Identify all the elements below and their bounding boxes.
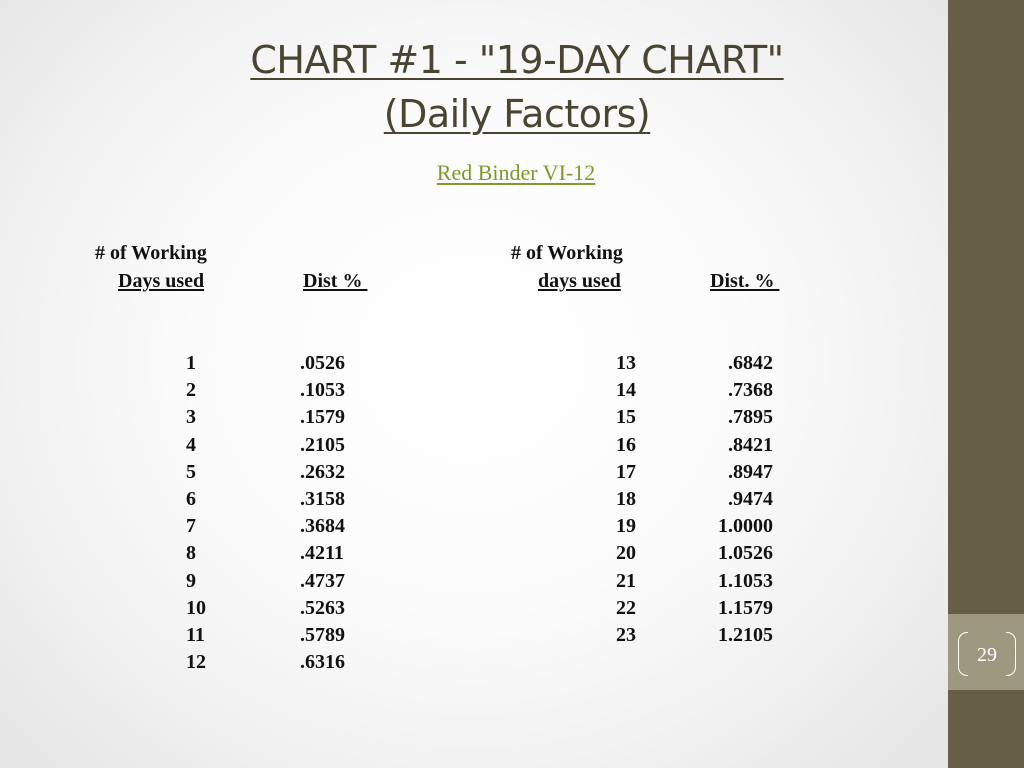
left-header-dist: Dist % bbox=[303, 270, 368, 292]
table-cell-days: 2 bbox=[186, 379, 196, 402]
left-header-days-used: Days used bbox=[118, 270, 205, 292]
right-header-working: # of Working bbox=[511, 242, 623, 264]
table-cell-dist: .2632 bbox=[300, 460, 345, 483]
page-number: 29 bbox=[977, 644, 997, 666]
table-cell-dist: .3684 bbox=[300, 515, 345, 538]
table-cell-days: 18 bbox=[616, 488, 636, 510]
table-cell-days: 4 bbox=[186, 433, 196, 456]
table-cell-dist: 1.0000 bbox=[718, 515, 773, 538]
table-cell-dist: .7368 bbox=[728, 379, 773, 402]
table-cell-days: 22 bbox=[616, 596, 636, 619]
table-cell-days: 7 bbox=[186, 515, 196, 538]
table-cell-dist: .4737 bbox=[300, 569, 345, 592]
slide-title-line2: (Daily Factors) bbox=[383, 92, 651, 136]
table-cell-days: 9 bbox=[186, 569, 196, 592]
right-header-days-used: days used bbox=[538, 270, 621, 292]
table-cell-dist: .3158 bbox=[300, 488, 345, 510]
table-cell-days: 1 bbox=[186, 352, 196, 374]
table-cell-dist: .4211 bbox=[300, 542, 344, 565]
table-cell-days: 17 bbox=[616, 460, 636, 483]
table-cell-days: 14 bbox=[616, 379, 636, 402]
table-cell-days: 12 bbox=[186, 651, 206, 674]
table-cell-dist: .2105 bbox=[300, 433, 345, 456]
table-cell-days: 15 bbox=[616, 406, 636, 429]
table-cell-dist: .1579 bbox=[300, 406, 345, 429]
table-cell-dist: 1.1579 bbox=[718, 596, 773, 619]
table-cell-dist: 1.1053 bbox=[718, 569, 773, 592]
table-cell-days: 21 bbox=[616, 569, 636, 592]
table-cell-days: 6 bbox=[186, 488, 196, 510]
table-cell-dist: .0526 bbox=[300, 352, 345, 374]
left-bracket-icon bbox=[958, 632, 968, 676]
table-cell-days: 10 bbox=[186, 596, 206, 619]
table-cell-dist: 1.2105 bbox=[718, 624, 773, 646]
table-cell-dist: .8947 bbox=[728, 460, 773, 483]
right-header-dist: Dist. % bbox=[710, 270, 780, 292]
table-cell-dist: .5789 bbox=[300, 624, 345, 646]
table-cell-dist: .7895 bbox=[728, 406, 773, 429]
table-cell-days: 20 bbox=[616, 542, 636, 565]
right-bracket-icon bbox=[1006, 632, 1016, 676]
table-cell-dist: .9474 bbox=[728, 488, 773, 510]
table-cell-days: 11 bbox=[186, 624, 205, 646]
table-cell-days: 16 bbox=[616, 433, 636, 456]
table-cell-days: 19 bbox=[616, 515, 636, 538]
table-cell-days: 5 bbox=[186, 460, 196, 483]
table-cell-days: 13 bbox=[616, 352, 636, 374]
slide-title-line1: CHART #1 - "19-DAY CHART" bbox=[250, 38, 784, 82]
table-cell-dist: .6316 bbox=[300, 651, 345, 674]
table-cell-days: 3 bbox=[186, 406, 196, 429]
left-header-working: # of Working bbox=[95, 242, 207, 264]
table-cell-dist: .6842 bbox=[728, 352, 773, 374]
table-cell-days: 8 bbox=[186, 542, 196, 565]
table-cell-dist: 1.0526 bbox=[718, 542, 773, 565]
red-binder-link[interactable]: Red Binder VI-12 bbox=[436, 160, 596, 185]
table-cell-dist: .8421 bbox=[728, 433, 773, 456]
table-cell-dist: .5263 bbox=[300, 596, 345, 619]
table-cell-days: 23 bbox=[616, 624, 636, 646]
table-cell-dist: .1053 bbox=[300, 379, 345, 402]
